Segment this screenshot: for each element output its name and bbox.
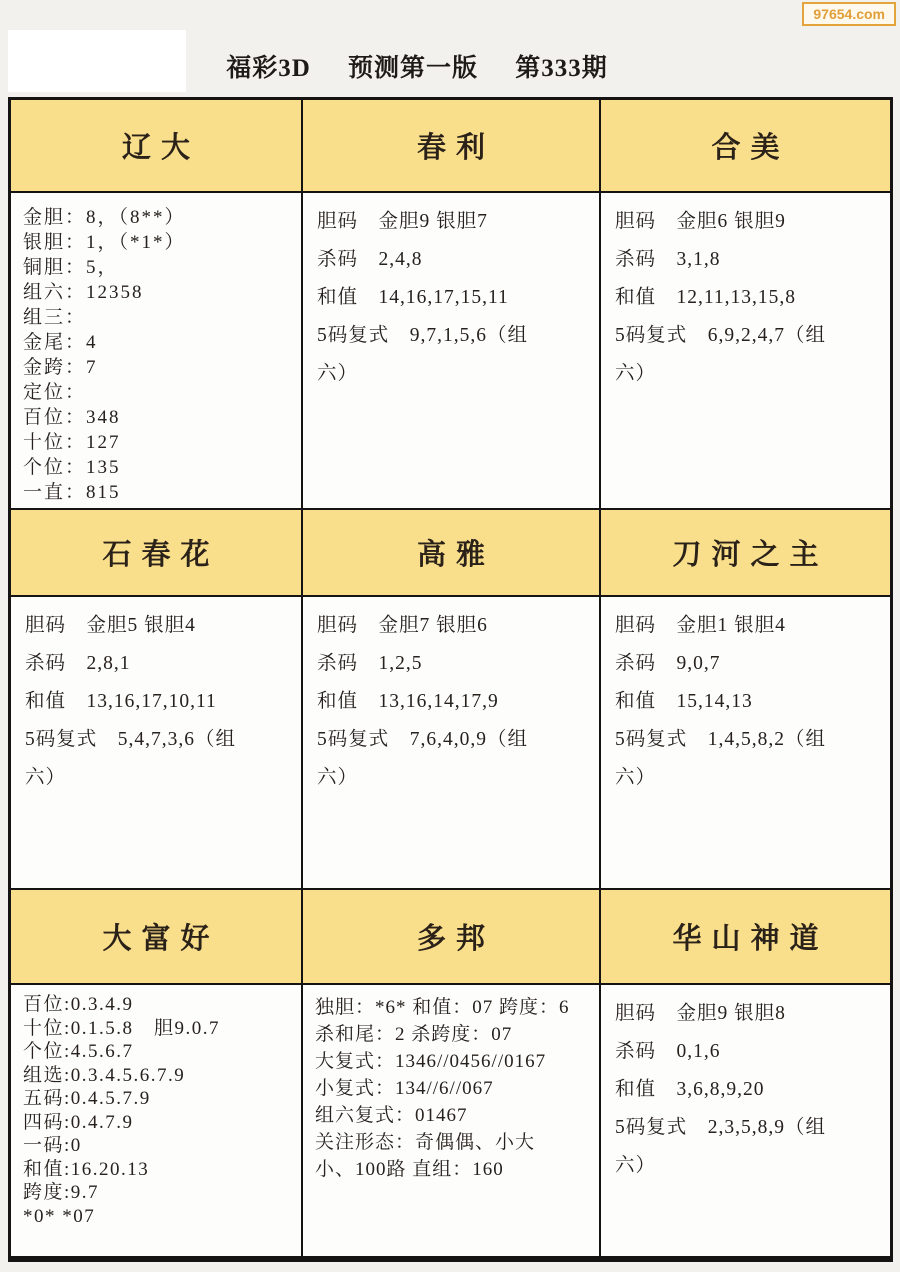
prediction-line: *0* *07 (23, 1205, 96, 1227)
prediction-line: 组三： (23, 307, 87, 328)
expert-header-5: 高雅 (303, 510, 601, 597)
prediction-cell-1 (11, 193, 303, 510)
prediction-line: 5码复式 6,9,2,4,7（组 (615, 325, 827, 346)
prediction-line: 个位：135 (23, 457, 121, 478)
prediction-grid (8, 97, 893, 1262)
prediction-line: 六） (615, 767, 657, 788)
prediction-cell-6 (601, 597, 890, 890)
title-issue: 第333期 (515, 55, 608, 82)
prediction-line: 和值 13,16,17,10,11 (25, 691, 217, 712)
prediction-line: 和值 14,16,17,15,11 (317, 287, 509, 308)
prediction-line: 金跨：7 (23, 357, 98, 378)
expert-header-4: 石春花 (11, 510, 303, 597)
title-game: 福彩3D (226, 55, 311, 82)
prediction-line: 关注形态：奇偶偶、小大 (315, 1132, 536, 1153)
expert-header-6: 刀河之主 (601, 510, 890, 597)
prediction-line: 杀码 2,8,1 (25, 653, 131, 674)
prediction-cell-5 (303, 597, 601, 890)
prediction-line: 六） (615, 363, 657, 384)
expert-header-9: 华山神道 (601, 890, 890, 985)
prediction-line: 和值:16.20.13 (23, 1158, 150, 1180)
prediction-line: 和值 13,16,14,17,9 (317, 691, 499, 712)
prediction-line: 和值 3,6,8,9,20 (615, 1079, 765, 1100)
prediction-line: 四码:0.4.7.9 (23, 1111, 134, 1133)
prediction-cell-8 (303, 985, 601, 1256)
prediction-line: 金尾：4 (23, 332, 98, 353)
prediction-line: 5码复式 7,6,4,0,9（组 (317, 729, 529, 750)
prediction-line: 胆码 金胆7 银胆6 (317, 615, 488, 636)
prediction-line: 一码:0 (23, 1135, 82, 1156)
prediction-line: 十位：127 (23, 432, 121, 453)
prediction-line: 定位： (23, 382, 87, 403)
prediction-cell-3 (601, 193, 890, 510)
prediction-line: 组六：12358 (23, 282, 144, 303)
prediction-line: 六） (615, 1155, 657, 1176)
prediction-line: 杀码 3,1,8 (615, 249, 721, 270)
prediction-cell-2 (303, 193, 601, 510)
prediction-line: 铜胆：5， (23, 257, 119, 278)
prediction-line: 胆码 金胆9 银胆8 (615, 1003, 786, 1024)
expert-header-1: 辽大 (11, 100, 303, 193)
prediction-line: 胆码 金胆1 银胆4 (615, 615, 786, 636)
prediction-line: 胆码 金胆5 银胆4 (25, 615, 196, 636)
prediction-line: 十位:0.1.5.8 胆9.0.7 (23, 1017, 221, 1039)
prediction-line: 胆码 金胆9 银胆7 (317, 211, 488, 232)
expert-header-2: 春利 (303, 100, 601, 193)
prediction-line: 杀码 1,2,5 (317, 653, 423, 674)
watermark-site-link[interactable]: 97654.com (802, 2, 896, 26)
prediction-line: 银胆：1，（*1*） (23, 232, 186, 253)
prediction-line: 杀码 2,4,8 (317, 249, 423, 270)
prediction-line: 百位:0.3.4.9 (23, 994, 134, 1015)
prediction-line: 六） (317, 363, 359, 384)
prediction-cell-7 (11, 985, 303, 1256)
prediction-line: 和值 12,11,13,15,8 (615, 287, 797, 308)
expert-header-8: 多邦 (303, 890, 601, 985)
prediction-line: 5码复式 5,4,7,3,6（组 (25, 729, 237, 750)
prediction-line: 组选:0.3.4.5.6.7.9 (23, 1064, 186, 1086)
prediction-line: 5码复式 2,3,5,8,9（组 (615, 1117, 827, 1138)
prediction-line: 小复式：134//6//067 (315, 1078, 494, 1099)
prediction-line: 和值 15,14,13 (615, 691, 753, 712)
prediction-line: 杀码 9,0,7 (615, 653, 721, 674)
prediction-line: 独胆：*6* 和值：07 跨度：6 (315, 997, 570, 1018)
prediction-line: 小、100路 直组：160 (315, 1159, 504, 1180)
prediction-line: 六） (317, 767, 359, 788)
title-edition: 预测第一版 (348, 55, 479, 82)
expert-header-3: 合美 (601, 100, 890, 193)
prediction-line: 个位:4.5.6.7 (23, 1041, 134, 1062)
prediction-line: 六） (25, 767, 67, 788)
prediction-cell-4 (11, 597, 303, 890)
prediction-line: 杀码 0,1,6 (615, 1041, 721, 1062)
expert-header-7: 大富好 (11, 890, 303, 985)
prediction-line: 五码:0.4.5.7.9 (23, 1088, 151, 1109)
prediction-line: 百位：348 (23, 407, 121, 428)
prediction-line: 5码复式 1,4,5,8,2（组 (615, 729, 827, 750)
prediction-cell-9 (601, 985, 890, 1256)
prediction-line: 大复式：1346//0456//0167 (315, 1051, 547, 1072)
page-title (0, 48, 834, 84)
prediction-line: 5码复式 9,7,1,5,6（组 (317, 325, 529, 346)
prediction-line: 杀和尾：2 杀跨度：07 (315, 1024, 513, 1045)
prediction-line: 一直：815 (23, 482, 121, 503)
prediction-line: 跨度:9.7 (23, 1182, 100, 1203)
prediction-line: 组六复式：01467 (315, 1105, 468, 1126)
prediction-line: 胆码 金胆6 银胆9 (615, 211, 786, 232)
prediction-line: 金胆：8，（8**） (23, 207, 186, 228)
